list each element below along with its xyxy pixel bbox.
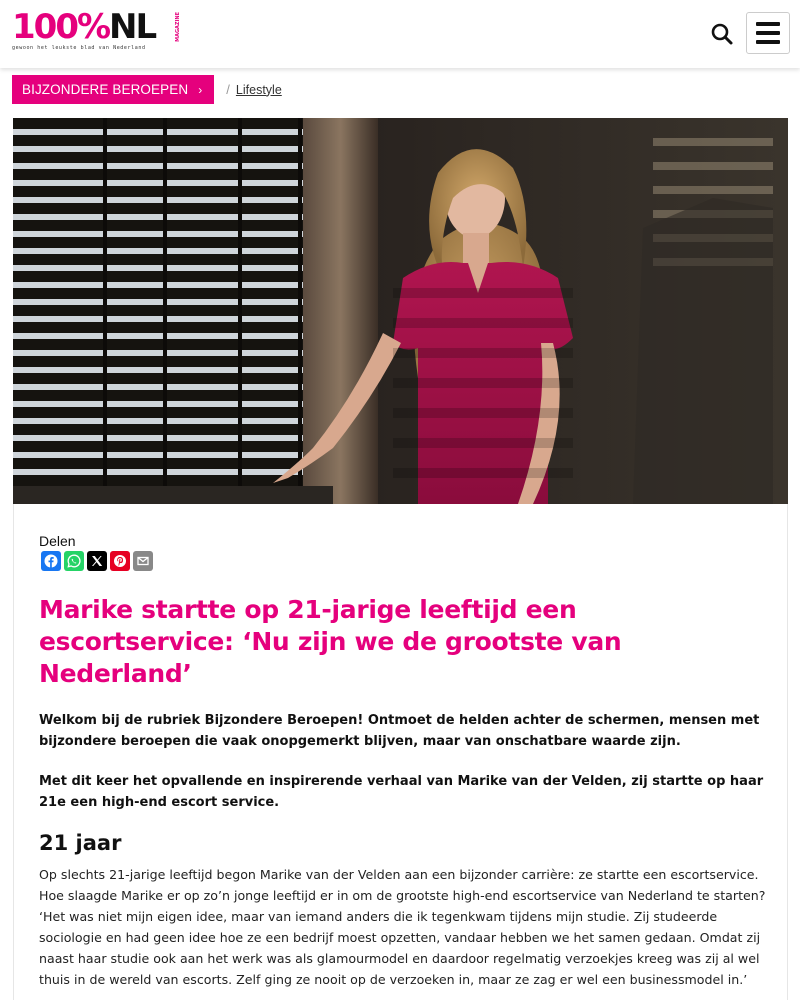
whatsapp-icon bbox=[67, 554, 81, 568]
share-buttons bbox=[41, 551, 153, 571]
logo-magazine: MAGAZINE bbox=[175, 12, 181, 42]
breadcrumb-category-label: BIJZONDERE BEROEPEN bbox=[22, 82, 189, 97]
logo-percent: 100% bbox=[12, 7, 110, 47]
share-whatsapp-button[interactable] bbox=[64, 551, 84, 571]
pinterest-icon bbox=[113, 554, 127, 568]
breadcrumb bbox=[12, 75, 282, 104]
article bbox=[13, 504, 788, 1000]
share-x-button[interactable] bbox=[87, 551, 107, 571]
x-icon bbox=[90, 554, 104, 568]
share-label: Delen bbox=[39, 533, 76, 549]
chevron-right-icon: › bbox=[198, 82, 203, 97]
logo-wordmark bbox=[12, 7, 156, 47]
article-headline: Marike startte op 21-jarige leeftijd een escortservice: ‘Nu zijn we de grootste van Nederland’ bbox=[39, 595, 622, 688]
hamburger-menu-icon-bar bbox=[756, 40, 780, 44]
logo-tagline: gewoon het leukste blad van Nederland bbox=[12, 45, 146, 51]
share-email-button[interactable] bbox=[133, 551, 153, 571]
article-intro-2: Met dit keer het opvallende en inspirerende verhaal van Marike van der Velden, zij startte op haar 21e een high-end escort service. bbox=[39, 774, 764, 810]
hamburger-menu-icon-bar bbox=[756, 31, 780, 35]
email-icon bbox=[136, 554, 150, 568]
site-header bbox=[0, 0, 800, 68]
article-body: Op slechts 21-jarige leeftijd begon Marike van der Velden aan een bijzonder carrière: ze startte een escortservice. Hoe slaagde Marike er op zo’n jonge leeftijd er in om de grootste high-end escortservice van Nederland te starten? ‘Het was niet mijn eigen idee, maar van iemand anders die ik tegenkwam tijdens mijn studie. Zij studeerde sociologie en had geen idee hoe ze een bedrijf moest opzetten, vandaar hebben we het samen gedaan. Omdat zij naast haar studie ook aan het werk was als glamourmodel en daardoor regelmatig verzoekjes kreeg was zij al wel thuis in de wereld van escorts. Zelf ging ze nooit op de verzoeken in, maar ze zag er wel een businessmodel in.’ bbox=[39, 867, 766, 987]
breadcrumb-separator: / bbox=[226, 82, 230, 97]
search-button[interactable] bbox=[708, 20, 736, 48]
facebook-icon bbox=[44, 554, 58, 568]
share-facebook-button[interactable] bbox=[41, 551, 61, 571]
hero-image bbox=[13, 118, 788, 504]
hamburger-menu-icon bbox=[756, 22, 780, 26]
search-icon bbox=[708, 20, 736, 48]
article-subheading: 21 jaar bbox=[39, 831, 122, 855]
breadcrumb-category-button[interactable] bbox=[12, 75, 214, 104]
article-intro-1: Welkom bij de rubriek Bijzondere Beroepen! Ontmoet de helden achter de schermen, mensen met bijzondere beroepen die vaak onopgemerkt blijven, maar van onschatbare waarde zijn. bbox=[39, 713, 760, 749]
menu-button[interactable] bbox=[746, 12, 790, 54]
share-pinterest-button[interactable] bbox=[110, 551, 130, 571]
site-logo[interactable] bbox=[12, 7, 156, 51]
logo-nl: NL bbox=[109, 7, 156, 47]
breadcrumb-link-lifestyle[interactable]: Lifestyle bbox=[235, 82, 282, 97]
